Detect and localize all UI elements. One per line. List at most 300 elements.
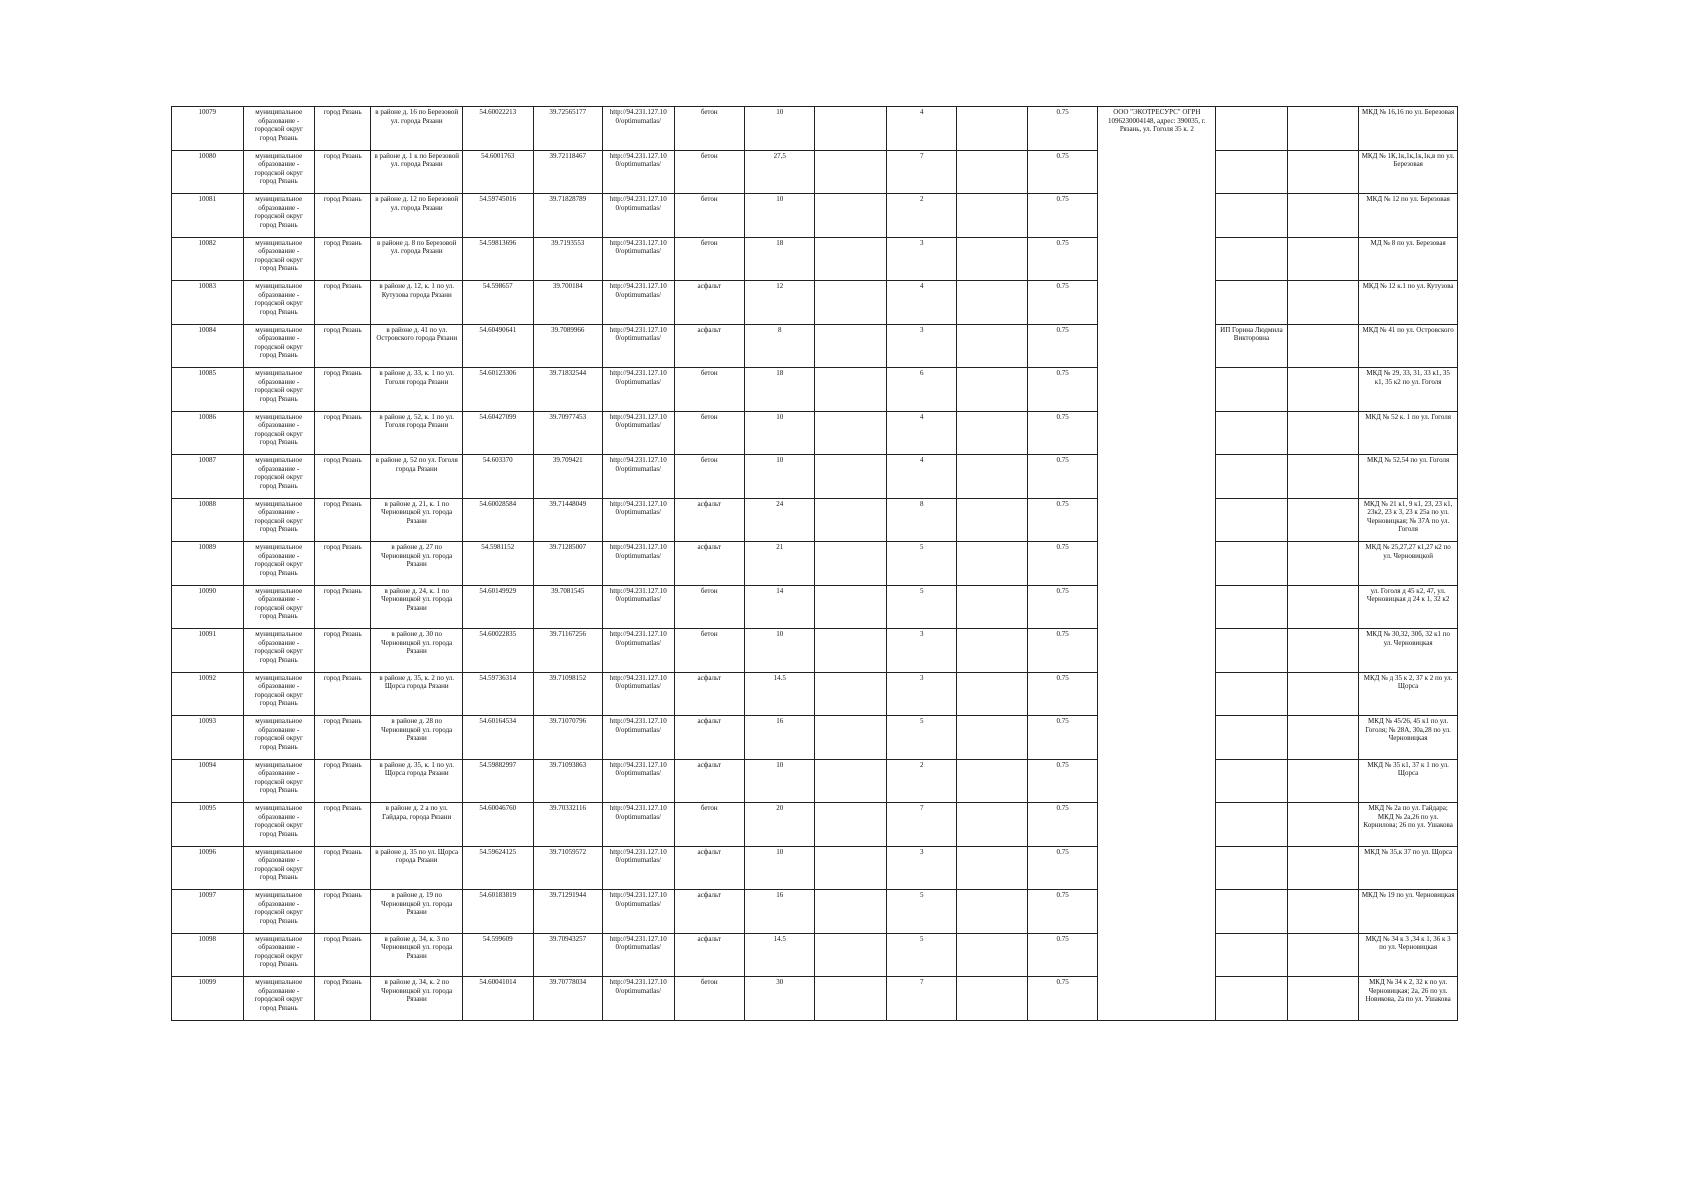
cell-containers-count: 6 [886, 368, 956, 412]
cell-longitude: 39.71098152 [533, 672, 602, 716]
cell-empty [1287, 803, 1359, 847]
cell-empty [1287, 150, 1359, 194]
cell-location: в районе д. 41 по ул. Островского города Рязани [371, 324, 463, 368]
cell-empty [815, 890, 887, 934]
cell-city: город Рязань [315, 716, 371, 760]
cell-customer [1216, 890, 1288, 934]
cell-map-link: http://94.231.127.10 0/optimumatlas/ [603, 933, 675, 977]
cell-surface-type: бетон [674, 629, 744, 673]
cell-container-volume: 0.75 [1027, 977, 1097, 1021]
cell-empty [1287, 324, 1359, 368]
cell-city: город Рязань [315, 368, 371, 412]
cell-city: город Рязань [315, 803, 371, 847]
cell-area: 20 [744, 803, 814, 847]
cell-area: 10 [744, 759, 814, 803]
cell-municipality: муниципальное образование - городской округ город Рязань [243, 542, 315, 586]
cell-latitude: 54.603370 [463, 455, 533, 499]
table-row [172, 846, 1458, 890]
table-row [172, 150, 1458, 194]
cell-latitude: 54.60046760 [463, 803, 533, 847]
cell-area: 14 [744, 585, 814, 629]
cell-surface-type: асфальт [674, 281, 744, 325]
cell-latitude: 54.598657 [463, 281, 533, 325]
table-row [172, 194, 1458, 238]
cell-served-objects: МКД № 35 к1, 37 к 1 по ул. Щорса [1359, 759, 1458, 803]
cell-containers-count: 4 [886, 455, 956, 499]
cell-empty [957, 585, 1027, 629]
cell-location: в районе д. 27 по Черновицкой ул. города Рязани [371, 542, 463, 586]
cell-empty [1287, 368, 1359, 412]
cell-owner: ООО "ЭКОТРЕСУРС" ОГРН 1096230004148, адрес: 390035, г. Рязань, ул. Гоголя 35 к. 2 [1098, 107, 1216, 1021]
cell-served-objects: МКД № 45/26, 45 к1 по ул. Гоголя; № 28А, 30а,28 по ул. Черновицкая [1359, 716, 1458, 760]
cell-customer [1216, 498, 1288, 542]
cell-empty [815, 542, 887, 586]
cell-location: в районе д. 21, к. 1 по Черновицкой ул. города Рязани [371, 498, 463, 542]
cell-containers-count: 5 [886, 585, 956, 629]
cell-customer [1216, 368, 1288, 412]
cell-longitude: 39.71093863 [533, 759, 602, 803]
cell-longitude: 39.700184 [533, 281, 602, 325]
cell-surface-type: бетон [674, 585, 744, 629]
cell-city: город Рязань [315, 411, 371, 455]
cell-latitude: 54.59813696 [463, 237, 533, 281]
cell-empty [815, 846, 887, 890]
cell-container-volume: 0.75 [1027, 194, 1097, 238]
cell-surface-type: бетон [674, 368, 744, 412]
cell-site-id: 10085 [172, 368, 244, 412]
cell-customer [1216, 716, 1288, 760]
table-row [172, 716, 1458, 760]
cell-location: в районе д. 2 а по ул. Гайдара, города Рязани [371, 803, 463, 847]
table-row [172, 672, 1458, 716]
table-row [172, 585, 1458, 629]
cell-map-link: http://94.231.127.10 0/optimumatlas/ [603, 977, 675, 1021]
cell-city: город Рязань [315, 324, 371, 368]
cell-empty [815, 803, 887, 847]
cell-container-volume: 0.75 [1027, 368, 1097, 412]
cell-empty [957, 324, 1027, 368]
cell-customer [1216, 846, 1288, 890]
cell-containers-count: 3 [886, 846, 956, 890]
cell-municipality: муниципальное образование - городской округ город Рязань [243, 498, 315, 542]
cell-empty [1287, 194, 1359, 238]
cell-map-link: http://94.231.127.10 0/optimumatlas/ [603, 846, 675, 890]
cell-surface-type: асфальт [674, 716, 744, 760]
cell-container-volume: 0.75 [1027, 455, 1097, 499]
cell-empty [1287, 890, 1359, 934]
cell-containers-count: 7 [886, 803, 956, 847]
cell-map-link: http://94.231.127.10 0/optimumatlas/ [603, 324, 675, 368]
cell-city: город Рязань [315, 498, 371, 542]
cell-empty [1287, 716, 1359, 760]
cell-container-volume: 0.75 [1027, 672, 1097, 716]
cell-served-objects: МКД № 41 по ул. Островского [1359, 324, 1458, 368]
cell-municipality: муниципальное образование - городской округ город Рязань [243, 324, 315, 368]
cell-site-id: 10079 [172, 107, 244, 151]
cell-customer [1216, 281, 1288, 325]
cell-containers-count: 7 [886, 150, 956, 194]
cell-latitude: 54.60149929 [463, 585, 533, 629]
cell-containers-count: 8 [886, 498, 956, 542]
cell-area: 10 [744, 629, 814, 673]
cell-latitude: 54.60022835 [463, 629, 533, 673]
cell-city: город Рязань [315, 455, 371, 499]
cell-site-id: 10092 [172, 672, 244, 716]
cell-empty [957, 194, 1027, 238]
cell-customer [1216, 759, 1288, 803]
cell-empty [957, 629, 1027, 673]
cell-surface-type: асфальт [674, 846, 744, 890]
cell-surface-type: бетон [674, 150, 744, 194]
cell-containers-count: 5 [886, 542, 956, 586]
cell-area: 18 [744, 237, 814, 281]
cell-location: в районе д. 52, к. 1 по ул. Гоголя города Рязани [371, 411, 463, 455]
cell-empty [957, 455, 1027, 499]
cell-containers-count: 3 [886, 237, 956, 281]
cell-empty [957, 977, 1027, 1021]
cell-empty [1287, 977, 1359, 1021]
cell-location: в районе д. 12, к. 1 по ул. Кутузова города Рязани [371, 281, 463, 325]
cell-empty [1287, 411, 1359, 455]
cell-site-id: 10080 [172, 150, 244, 194]
cell-served-objects: МКД № 34 к 2, 32 к по ул. Черновицкая; 2а, 26 по ул. Новикова, 2а по ул. Ушакова [1359, 977, 1458, 1021]
cell-empty [815, 977, 887, 1021]
cell-longitude: 39.71167256 [533, 629, 602, 673]
cell-empty [815, 237, 887, 281]
cell-containers-count: 2 [886, 194, 956, 238]
cell-empty [815, 629, 887, 673]
cell-served-objects: МКД № 19 по ул. Черновицкая [1359, 890, 1458, 934]
cell-site-id: 10090 [172, 585, 244, 629]
cell-customer [1216, 933, 1288, 977]
cell-map-link: http://94.231.127.10 0/optimumatlas/ [603, 368, 675, 412]
cell-empty [1287, 281, 1359, 325]
cell-area: 10 [744, 411, 814, 455]
cell-municipality: муниципальное образование - городской округ город Рязань [243, 237, 315, 281]
table-row [172, 629, 1458, 673]
cell-location: в районе д. 19 по Черновицкой ул. города Рязани [371, 890, 463, 934]
cell-served-objects: МД № 8 по ул. Березовая [1359, 237, 1458, 281]
cell-municipality: муниципальное образование - городской округ город Рязань [243, 672, 315, 716]
cell-location: в районе д. 33, к. 1 по ул. Гоголя города Рязани [371, 368, 463, 412]
cell-longitude: 39.7193553 [533, 237, 602, 281]
cell-containers-count: 4 [886, 411, 956, 455]
cell-map-link: http://94.231.127.10 0/optimumatlas/ [603, 107, 675, 151]
cell-surface-type: бетон [674, 803, 744, 847]
cell-site-id: 10091 [172, 629, 244, 673]
cell-surface-type: бетон [674, 411, 744, 455]
cell-city: город Рязань [315, 846, 371, 890]
cell-empty [957, 368, 1027, 412]
table-row [172, 281, 1458, 325]
cell-city: город Рязань [315, 107, 371, 151]
cell-city: город Рязань [315, 933, 371, 977]
cell-city: город Рязань [315, 237, 371, 281]
cell-served-objects: МКД № 1К,1к,1к,1к,1к,в по ул. Березовая [1359, 150, 1458, 194]
cell-empty [1287, 542, 1359, 586]
cell-area: 12 [744, 281, 814, 325]
cell-location: в районе д. 24, к. 1 по Черновицкой ул. города Рязани [371, 585, 463, 629]
cell-surface-type: асфальт [674, 759, 744, 803]
cell-empty [957, 803, 1027, 847]
cell-empty [1287, 585, 1359, 629]
cell-surface-type: бетон [674, 977, 744, 1021]
cell-empty [815, 759, 887, 803]
cell-customer [1216, 411, 1288, 455]
cell-surface-type: асфальт [674, 672, 744, 716]
cell-longitude: 39.7081545 [533, 585, 602, 629]
cell-site-id: 10089 [172, 542, 244, 586]
cell-longitude: 39.71832544 [533, 368, 602, 412]
cell-longitude: 39.72565177 [533, 107, 602, 151]
cell-served-objects: МКД № 35,к 37 по ул. Щорса [1359, 846, 1458, 890]
cell-empty [1287, 846, 1359, 890]
cell-city: город Рязань [315, 542, 371, 586]
cell-site-id: 10093 [172, 716, 244, 760]
cell-containers-count: 2 [886, 759, 956, 803]
cell-site-id: 10082 [172, 237, 244, 281]
cell-municipality: муниципальное образование - городской округ город Рязань [243, 890, 315, 934]
cell-location: в районе д. 8 по Березовой ул. города Рязани [371, 237, 463, 281]
table-row [172, 107, 1458, 151]
cell-empty [957, 933, 1027, 977]
cell-containers-count: 5 [886, 933, 956, 977]
cell-longitude: 39.71828789 [533, 194, 602, 238]
cell-container-volume: 0.75 [1027, 629, 1097, 673]
cell-customer [1216, 803, 1288, 847]
cell-municipality: муниципальное образование - городской округ город Рязань [243, 368, 315, 412]
cell-container-volume: 0.75 [1027, 846, 1097, 890]
cell-map-link: http://94.231.127.10 0/optimumatlas/ [603, 455, 675, 499]
cell-longitude: 39.72118467 [533, 150, 602, 194]
cell-container-volume: 0.75 [1027, 585, 1097, 629]
cell-container-volume: 0.75 [1027, 324, 1097, 368]
cell-empty [957, 237, 1027, 281]
containers-register-table [171, 106, 1458, 1021]
table-row [172, 324, 1458, 368]
cell-empty [1287, 107, 1359, 151]
table-row [172, 237, 1458, 281]
cell-surface-type: бетон [674, 237, 744, 281]
cell-longitude: 39.71059572 [533, 846, 602, 890]
cell-served-objects: МКД № 52,54 по ул. Гоголя [1359, 455, 1458, 499]
cell-map-link: http://94.231.127.10 0/optimumatlas/ [603, 498, 675, 542]
cell-served-objects: МКД № 29, 33, 31, 33 к1, 35 к1, 35 к2 по ул. Гоголя [1359, 368, 1458, 412]
cell-served-objects: МКД № 52 к. 1 по ул. Гоголя [1359, 411, 1458, 455]
cell-customer [1216, 977, 1288, 1021]
cell-empty [815, 716, 887, 760]
cell-city: город Рязань [315, 890, 371, 934]
cell-map-link: http://94.231.127.10 0/optimumatlas/ [603, 716, 675, 760]
cell-container-volume: 0.75 [1027, 890, 1097, 934]
cell-map-link: http://94.231.127.10 0/optimumatlas/ [603, 585, 675, 629]
cell-municipality: муниципальное образование - городской округ город Рязань [243, 716, 315, 760]
cell-container-volume: 0.75 [1027, 107, 1097, 151]
cell-site-id: 10095 [172, 803, 244, 847]
cell-surface-type: асфальт [674, 324, 744, 368]
cell-customer [1216, 150, 1288, 194]
cell-location: в районе д. 35, к. 2 по ул. Щорса города Рязани [371, 672, 463, 716]
cell-containers-count: 3 [886, 324, 956, 368]
cell-empty [815, 411, 887, 455]
cell-latitude: 54.59882997 [463, 759, 533, 803]
cell-city: город Рязань [315, 585, 371, 629]
cell-location: в районе д. 34, к. 3 по Черновицкой ул. города Рязани [371, 933, 463, 977]
cell-area: 8 [744, 324, 814, 368]
cell-containers-count: 5 [886, 890, 956, 934]
cell-empty [957, 759, 1027, 803]
table-row [172, 368, 1458, 412]
cell-site-id: 10097 [172, 890, 244, 934]
cell-served-objects: МКД № 16,16 по ул. Березовая [1359, 107, 1458, 151]
cell-map-link: http://94.231.127.10 0/optimumatlas/ [603, 237, 675, 281]
cell-latitude: 54.60028584 [463, 498, 533, 542]
cell-served-objects: ул. Гоголя д 45 к2, 47, ул. Черновицкая д 24 к 1, 32 к2 [1359, 585, 1458, 629]
cell-latitude: 54.60427099 [463, 411, 533, 455]
cell-area: 21 [744, 542, 814, 586]
cell-municipality: муниципальное образование - городской округ город Рязань [243, 194, 315, 238]
cell-empty [957, 672, 1027, 716]
cell-longitude: 39.71285007 [533, 542, 602, 586]
cell-area: 10 [744, 846, 814, 890]
cell-served-objects: МКД № 2а по ул. Гайдара; МКД № 2а,26 по ул. Корнилова; 26 по ул. Ушакова [1359, 803, 1458, 847]
cell-area: 16 [744, 716, 814, 760]
cell-latitude: 54.60490641 [463, 324, 533, 368]
cell-container-volume: 0.75 [1027, 237, 1097, 281]
cell-map-link: http://94.231.127.10 0/optimumatlas/ [603, 629, 675, 673]
cell-empty [815, 585, 887, 629]
cell-empty [957, 107, 1027, 151]
cell-map-link: http://94.231.127.10 0/optimumatlas/ [603, 281, 675, 325]
cell-containers-count: 5 [886, 716, 956, 760]
cell-container-volume: 0.75 [1027, 803, 1097, 847]
table-body [172, 107, 1458, 1021]
cell-area: 24 [744, 498, 814, 542]
cell-site-id: 10087 [172, 455, 244, 499]
cell-empty [815, 498, 887, 542]
cell-surface-type: бетон [674, 455, 744, 499]
cell-empty [815, 150, 887, 194]
cell-customer [1216, 237, 1288, 281]
cell-latitude: 54.60164534 [463, 716, 533, 760]
cell-empty [957, 498, 1027, 542]
cell-municipality: муниципальное образование - городской округ город Рязань [243, 629, 315, 673]
cell-location: в районе д. 34, к. 2 по Черновицкой ул. города Рязани [371, 977, 463, 1021]
cell-city: город Рязань [315, 194, 371, 238]
cell-site-id: 10096 [172, 846, 244, 890]
cell-latitude: 54.60183819 [463, 890, 533, 934]
cell-municipality: муниципальное образование - городской округ город Рязань [243, 585, 315, 629]
cell-containers-count: 3 [886, 672, 956, 716]
cell-location: в районе д. 28 по Черновицкой ул. города Рязани [371, 716, 463, 760]
cell-empty [1287, 629, 1359, 673]
cell-location: в районе д. 12 по Березовой ул. города Рязани [371, 194, 463, 238]
cell-containers-count: 7 [886, 977, 956, 1021]
cell-map-link: http://94.231.127.10 0/optimumatlas/ [603, 759, 675, 803]
cell-municipality: муниципальное образование - городской округ город Рязань [243, 933, 315, 977]
cell-site-id: 10099 [172, 977, 244, 1021]
cell-containers-count: 4 [886, 281, 956, 325]
cell-municipality: муниципальное образование - городской округ город Рязань [243, 107, 315, 151]
cell-empty [957, 150, 1027, 194]
cell-served-objects: МКД № д 35 к 2, 37 к 2 по ул. Щорса [1359, 672, 1458, 716]
cell-empty [957, 890, 1027, 934]
cell-area: 10 [744, 455, 814, 499]
cell-customer: ИП Горина Людмила Викторовна [1216, 324, 1288, 368]
cell-empty [815, 455, 887, 499]
cell-empty [1287, 933, 1359, 977]
cell-municipality: муниципальное образование - городской округ город Рязань [243, 803, 315, 847]
cell-map-link: http://94.231.127.10 0/optimumatlas/ [603, 672, 675, 716]
table-row [172, 455, 1458, 499]
cell-latitude: 54.59745016 [463, 194, 533, 238]
cell-latitude: 54.5981152 [463, 542, 533, 586]
table-row [172, 977, 1458, 1021]
cell-container-volume: 0.75 [1027, 933, 1097, 977]
cell-surface-type: асфальт [674, 933, 744, 977]
cell-empty [1287, 672, 1359, 716]
cell-customer [1216, 455, 1288, 499]
cell-site-id: 10081 [172, 194, 244, 238]
cell-area: 14.5 [744, 933, 814, 977]
cell-area: 27,5 [744, 150, 814, 194]
cell-empty [1287, 759, 1359, 803]
cell-site-id: 10088 [172, 498, 244, 542]
cell-container-volume: 0.75 [1027, 498, 1097, 542]
cell-location: в районе д. 16 по Березовой ул. города Рязани [371, 107, 463, 151]
cell-location: в районе д. 35 по ул. Щорса города Рязани [371, 846, 463, 890]
cell-containers-count: 4 [886, 107, 956, 151]
cell-area: 30 [744, 977, 814, 1021]
cell-location: в районе д. 52 по ул. Гоголя города Рязани [371, 455, 463, 499]
cell-city: город Рязань [315, 629, 371, 673]
cell-latitude: 54.6001763 [463, 150, 533, 194]
cell-longitude: 39.70778034 [533, 977, 602, 1021]
cell-map-link: http://94.231.127.10 0/optimumatlas/ [603, 803, 675, 847]
cell-site-id: 10086 [172, 411, 244, 455]
cell-customer [1216, 585, 1288, 629]
cell-municipality: муниципальное образование - городской округ город Рязань [243, 455, 315, 499]
cell-map-link: http://94.231.127.10 0/optimumatlas/ [603, 890, 675, 934]
cell-city: город Рязань [315, 977, 371, 1021]
cell-city: город Рязань [315, 281, 371, 325]
cell-served-objects: МКД № 12 к.1 по ул. Кутузова [1359, 281, 1458, 325]
cell-surface-type: бетон [674, 107, 744, 151]
cell-area: 10 [744, 194, 814, 238]
cell-municipality: муниципальное образование - городской округ город Рязань [243, 759, 315, 803]
cell-location: в районе д. 1 к по Березовой ул. города Рязани [371, 150, 463, 194]
cell-municipality: муниципальное образование - городской округ город Рязань [243, 150, 315, 194]
cell-containers-count: 3 [886, 629, 956, 673]
cell-surface-type: асфальт [674, 542, 744, 586]
cell-latitude: 54.599609 [463, 933, 533, 977]
cell-map-link: http://94.231.127.10 0/optimumatlas/ [603, 150, 675, 194]
cell-site-id: 10084 [172, 324, 244, 368]
cell-served-objects: МКД № 21 к1, 9 к1, 23, 23 к1, 23к2, 23 к 3, 23 к 25а по ул. Черновицкая; № 37А по ул. Гоголя [1359, 498, 1458, 542]
cell-city: город Рязань [315, 759, 371, 803]
cell-empty [957, 542, 1027, 586]
cell-longitude: 39.709421 [533, 455, 602, 499]
cell-empty [815, 672, 887, 716]
cell-customer [1216, 629, 1288, 673]
cell-customer [1216, 107, 1288, 151]
cell-longitude: 39.71448049 [533, 498, 602, 542]
cell-empty [1287, 498, 1359, 542]
cell-city: город Рязань [315, 672, 371, 716]
table-row [172, 890, 1458, 934]
cell-longitude: 39.70332116 [533, 803, 602, 847]
cell-customer [1216, 194, 1288, 238]
